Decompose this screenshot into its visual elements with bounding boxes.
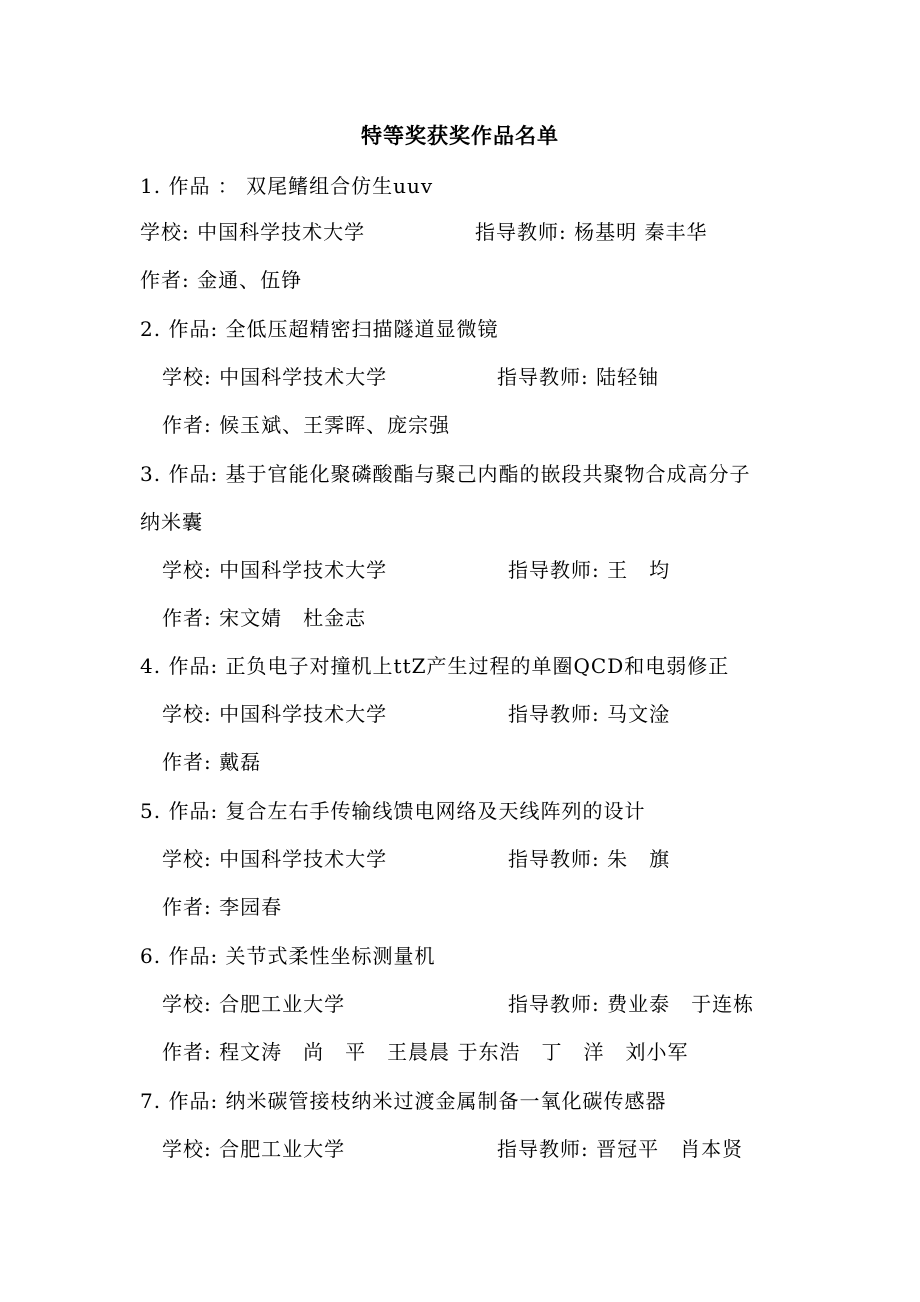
entry-2-school: 学校: 中国科学技术大学: [162, 365, 388, 389]
entry-7-work: 7. 作品: 纳米碳管接枝纳米过渡金属制备一氧化碳传感器: [140, 1089, 667, 1113]
entry-2-advisor: 指导教师: 陆轻铀: [497, 365, 660, 389]
entry-6-school: 学校: 合肥工业大学: [162, 992, 346, 1016]
entry-1-work: 1. 作品 ： 双尾鳍组合仿生uuv: [140, 174, 434, 198]
entry-5-school: 学校: 中国科学技术大学: [162, 847, 388, 871]
entry-6-work: 6. 作品: 关节式柔性坐标测量机: [140, 944, 436, 968]
entry-5-authors: 作者: 李园春: [162, 895, 283, 919]
entry-4-authors: 作者: 戴磊: [162, 750, 262, 774]
entry-1-authors: 作者: 金通、伍铮: [140, 268, 303, 292]
entry-4-work: 4. 作品: 正负电子对撞机上ttZ产生过程的单圈QCD和电弱修正: [140, 654, 730, 678]
entry-7-school: 学校: 合肥工业大学: [162, 1137, 346, 1161]
entry-6-advisor: 指导教师: 费业泰 于连栋: [508, 992, 755, 1016]
entry-3-work: 3. 作品: 基于官能化聚磷酸酯与聚己内酯的嵌段共聚物合成高分子: [140, 462, 751, 486]
entry-4-school: 学校: 中国科学技术大学: [162, 702, 388, 726]
entry-2-work: 2. 作品: 全低压超精密扫描隧道显微镜: [140, 317, 499, 341]
entry-2-authors: 作者: 候玉斌、王霁晖、庞宗强: [162, 413, 451, 437]
entry-7-advisor: 指导教师: 晋冠平 肖本贤: [497, 1137, 744, 1161]
entry-3-advisor: 指导教师: 王 均: [508, 558, 671, 582]
entry-1-advisor: 指导教师: 杨基明 秦丰华: [475, 220, 708, 244]
entry-5-advisor: 指导教师: 朱 旗: [508, 847, 671, 871]
entry-5-work: 5. 作品: 复合左右手传输线馈电网络及天线阵列的设计: [140, 799, 646, 823]
page-title: 特等奖获奖作品名单: [361, 123, 559, 148]
entry-3-authors: 作者: 宋文婧 杜金志: [162, 606, 367, 630]
entry-3-school: 学校: 中国科学技术大学: [162, 558, 388, 582]
entry-6-authors: 作者: 程文涛 尚 平 王晨晨 于东浩 丁 洋 刘小军: [162, 1040, 689, 1064]
entry-3-work-continued: 纳米囊: [140, 510, 203, 534]
entry-4-advisor: 指导教师: 马文淦: [508, 702, 671, 726]
entry-1-school: 学校: 中国科学技术大学: [140, 220, 366, 244]
